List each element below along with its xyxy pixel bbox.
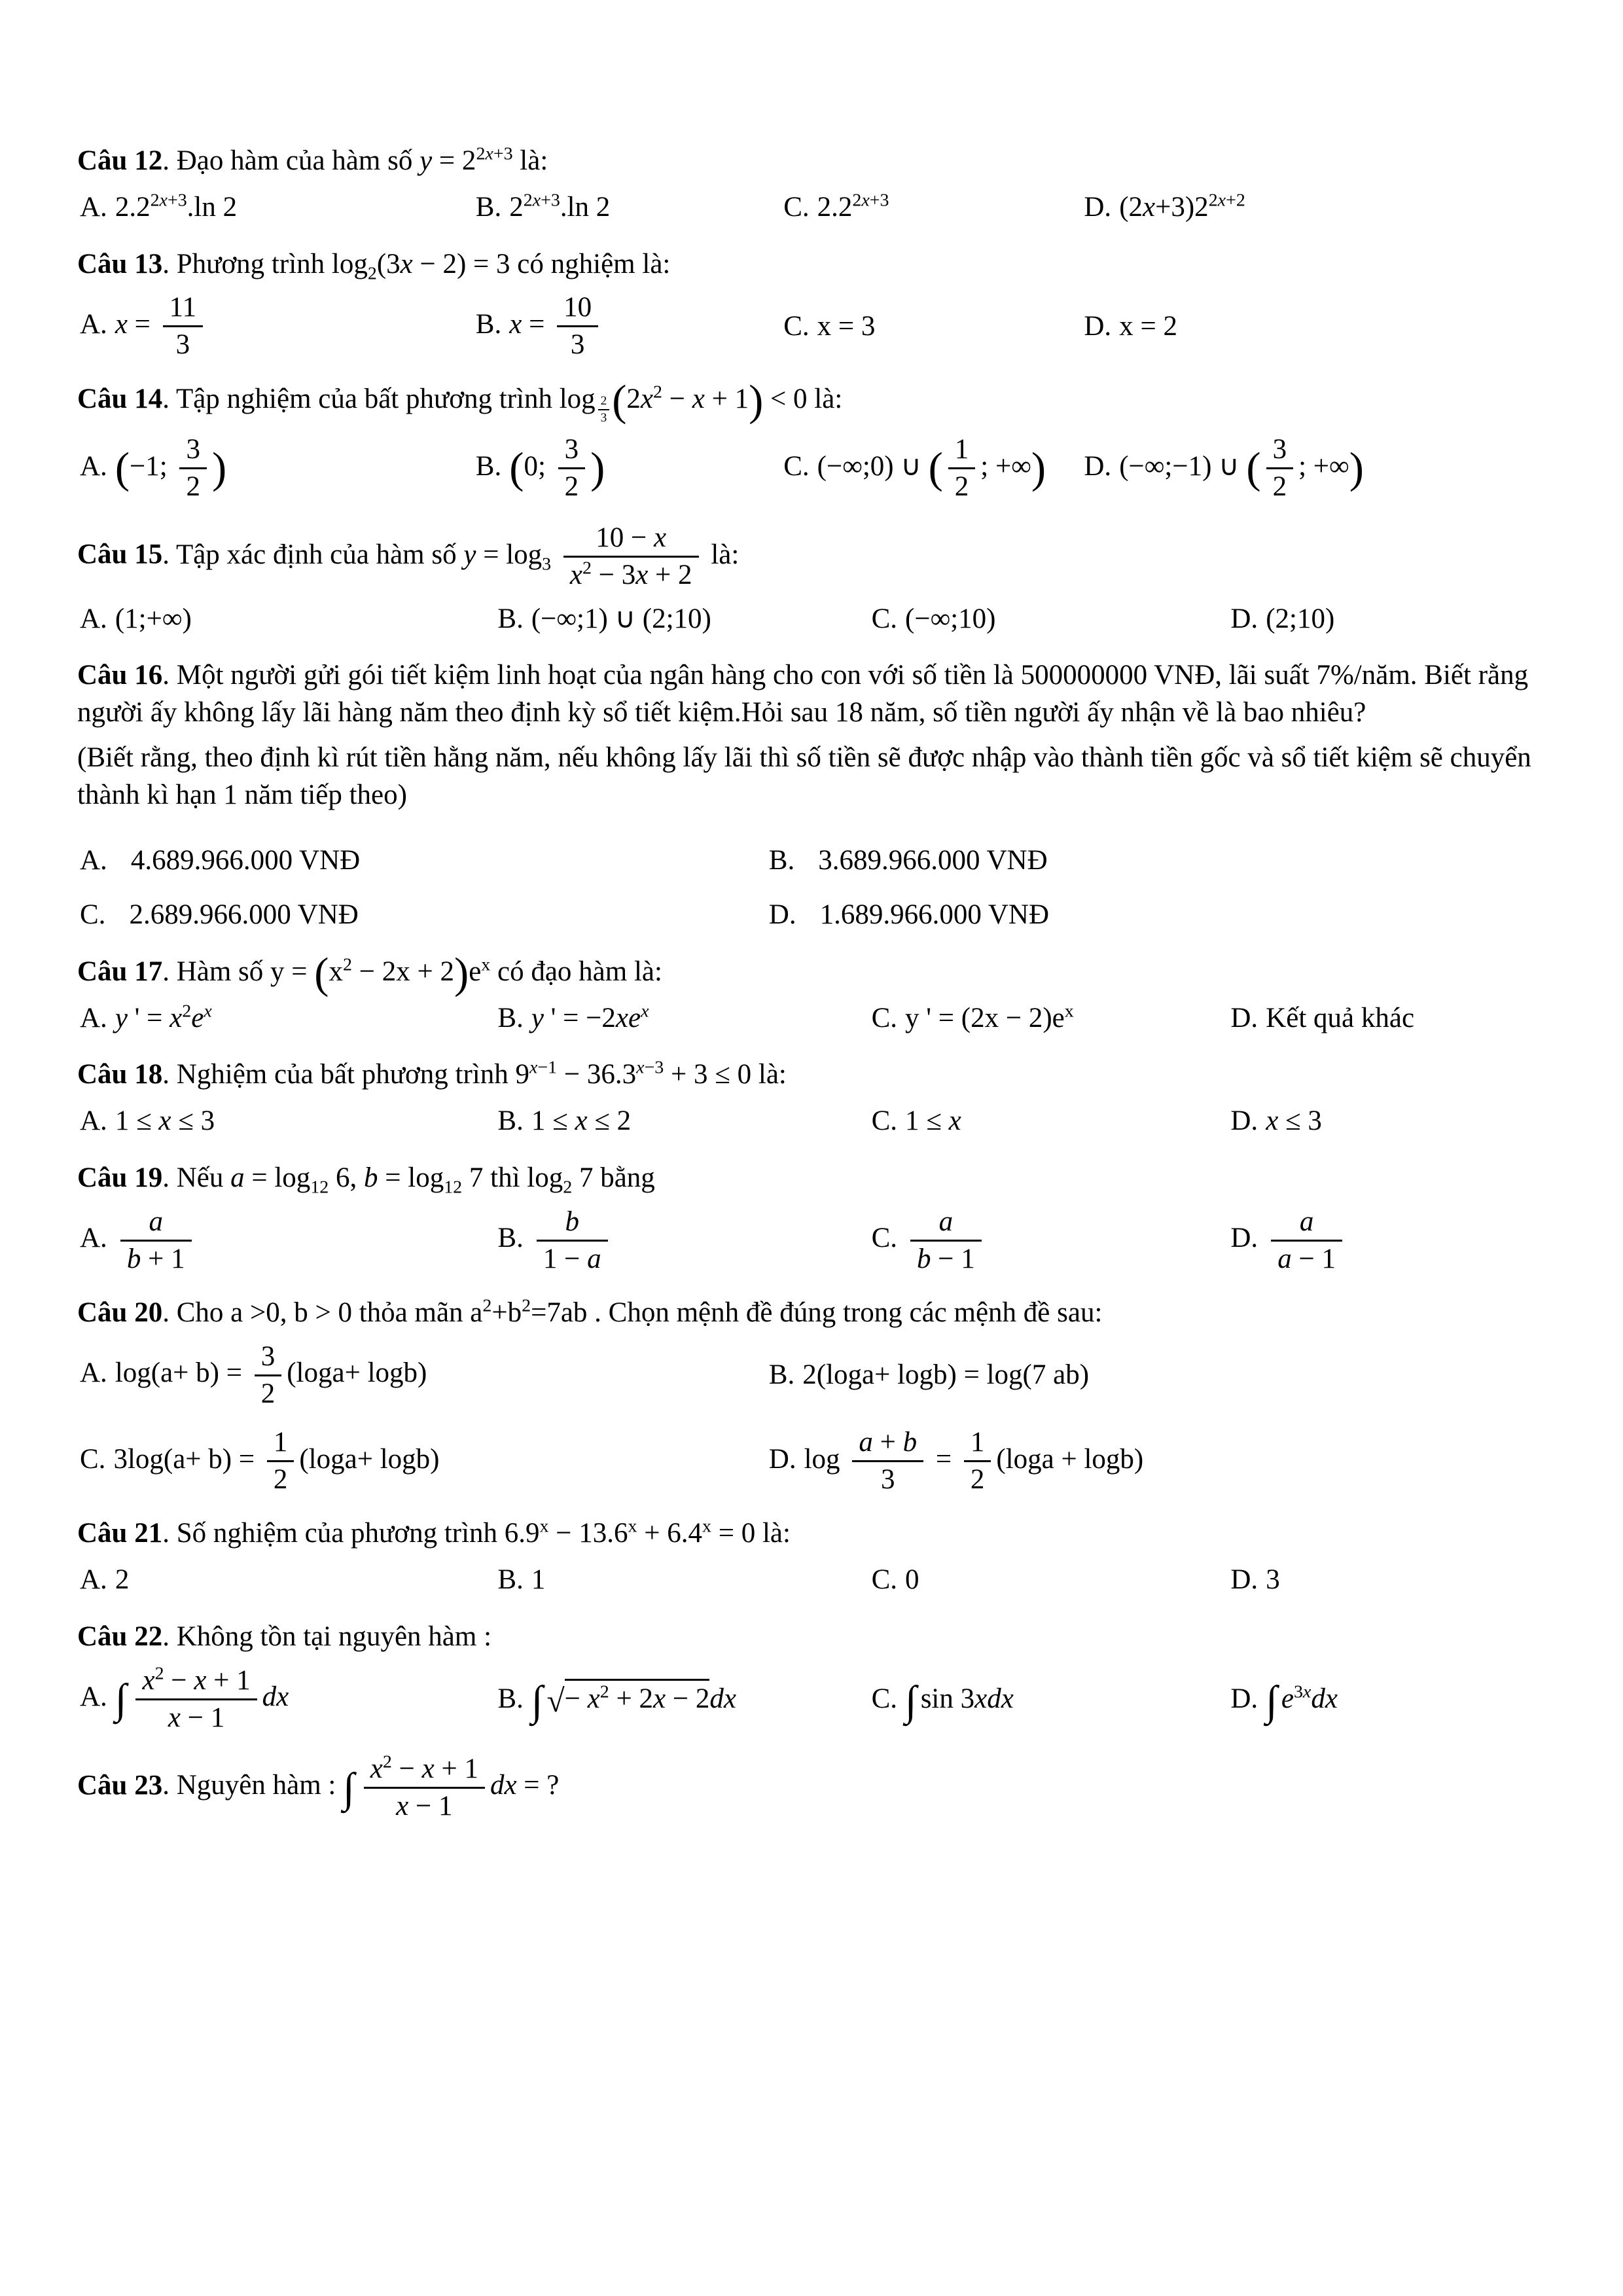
question-21 [77, 1515, 1546, 1599]
question-label: Câu 23 [77, 1770, 163, 1801]
option-c [872, 1206, 1231, 1275]
option-text: ∫ sin 3xdx [905, 1677, 1014, 1724]
option-text: x = 3 [817, 310, 876, 342]
option-text: y ' = $(2x - 2)e^x$ [905, 1001, 1074, 1033]
option-d [1230, 601, 1546, 638]
option-d [1230, 1677, 1546, 1724]
option-key: A. [80, 191, 107, 223]
option-a [80, 1000, 497, 1037]
options-row [80, 1562, 1546, 1599]
question-label: Câu 12 [77, 145, 163, 176]
question-stem-text: . Cho a >0, b > 0 thỏa mãn $a^2+b^2=7ab$ . Chọn mệnh đề đúng trong các mệnh đề sau: [162, 1295, 1103, 1328]
option-key: A. [80, 845, 107, 876]
option-text: (2;10) [1266, 603, 1335, 634]
options-row [80, 189, 1546, 226]
option-b [476, 434, 783, 503]
option-key: B. [497, 1564, 524, 1596]
option-key: B. [497, 603, 524, 634]
question-stem-text: . Đạo hàm của hàm số $y = 2^{2x+3}$ là: [162, 143, 548, 176]
question-stem [77, 1056, 1546, 1094]
question-19 [77, 1160, 1546, 1275]
option-b [497, 1000, 871, 1037]
option-key: D. [1230, 603, 1258, 634]
question-label: Câu 20 [77, 1297, 163, 1328]
options-grid [80, 842, 1546, 934]
option-text: 4.689.966.000 VNĐ [130, 845, 361, 876]
question-label: Câu 16 [77, 660, 163, 691]
option-key: D. [1084, 310, 1112, 342]
option-key: A. [80, 308, 107, 340]
option-c [80, 1427, 769, 1496]
option-b [497, 1677, 871, 1724]
option-a [80, 1562, 497, 1599]
question-stem-text: . Tập xác định của hàm số $y = \log_3$ $\frac{10 - x}{x^2 - 3x + 2}$ là: [162, 522, 740, 591]
option-key: D. [1084, 450, 1112, 482]
option-c [80, 897, 769, 934]
option-text: x = $\frac{10}{3}$ [509, 309, 603, 340]
option-text: ∫ $e^{3x}dx$ [1266, 1677, 1338, 1724]
option-text: $\frac{a}{b - 1}$ [905, 1223, 987, 1253]
option-a [80, 189, 476, 226]
option-d [1230, 1206, 1546, 1275]
option-key: B. [768, 1359, 795, 1390]
option-b [497, 1562, 871, 1599]
option-text: 2 [115, 1564, 130, 1596]
question-stem-text: . Một người gửi gói tiết kiệm linh hoạt của ngân hàng cho con với số tiền là 500000000 VNĐ, lãi suất 7%/năm. Biết rằng người ấy không lấy lãi hàng năm theo định kỳ sổ tiết kiệm.Hỏi sau 18 năm, số tiền người ấy nhận về là bao nhiêu? [77, 660, 1529, 728]
option-a [80, 1341, 769, 1410]
option-text: 2.689.966.000 VNĐ [129, 899, 359, 931]
option-text: 3.689.966.000 VNĐ [818, 845, 1048, 876]
option-key: C. [871, 1223, 898, 1254]
option-d [1230, 1103, 1546, 1140]
option-a [80, 1665, 497, 1734]
option-c [872, 1103, 1231, 1140]
question-stem [77, 143, 1546, 180]
option-a [80, 842, 769, 880]
option-d [1084, 189, 1546, 226]
option-text: (−∞;10) [905, 603, 996, 634]
question-label: Câu 21 [77, 1518, 163, 1549]
option-text: 1 [531, 1564, 546, 1596]
option-text: 1 ≤ x [905, 1105, 961, 1137]
question-label: Câu 14 [77, 383, 163, 414]
option-c [872, 1000, 1231, 1037]
option-text: (−∞;0) ∪ ( $\frac{1}{2}$ ; +∞) [817, 434, 1046, 503]
question-stem-text: . Số nghiệm của phương trình $6.9^x - 13.6^x + 6.4^x = 0$ là: [162, 1516, 791, 1549]
option-d [1230, 1000, 1546, 1037]
option-key: D. [768, 1443, 796, 1475]
option-key: B. [497, 1105, 524, 1137]
option-text: 2(loga+ logb) = log(7 ab) [802, 1359, 1090, 1390]
option-b [497, 1206, 871, 1275]
option-key: B. [497, 1223, 524, 1254]
question-label: Câu 19 [77, 1162, 163, 1193]
question-stem [77, 1160, 1546, 1197]
option-key: D. [1230, 1223, 1258, 1254]
option-key: D. [1230, 1564, 1258, 1596]
question-stem-text: . Không tồn tại nguyên hàm : [162, 1621, 492, 1652]
question-stem [77, 1295, 1546, 1332]
option-key: C. [871, 1683, 898, 1714]
option-text: (−∞;1) ∪ (2;10) [531, 603, 711, 634]
option-key: D. [1230, 1002, 1258, 1033]
option-b [476, 292, 783, 361]
option-text: 1 ≤ x ≤ 2 [531, 1105, 632, 1137]
option-key: C. [783, 450, 810, 482]
option-key: C. [871, 1105, 898, 1137]
question-22 [77, 1619, 1546, 1734]
option-text: $(2x+3)2^{2x+2}$ [1119, 190, 1245, 223]
question-12 [77, 143, 1546, 226]
question-15 [77, 522, 1546, 637]
options-row [80, 1206, 1546, 1275]
option-a [80, 601, 497, 638]
option-text: log(a+ b) = $\frac{3}{2}$ (loga+ logb) [115, 1340, 427, 1409]
question-stem [77, 950, 1546, 997]
option-key: B. [475, 450, 502, 482]
option-text: y ' = $x^2e^x$ [115, 1001, 212, 1033]
option-a [80, 434, 476, 503]
option-text: (0; $\frac{3}{2}$ ) [509, 434, 605, 503]
question-label: Câu 15 [77, 539, 163, 570]
option-key: C. [80, 899, 106, 931]
option-text: (1;+∞) [115, 603, 192, 634]
option-key: A. [80, 1681, 107, 1713]
option-text: 1 ≤ x ≤ 3 [115, 1105, 215, 1137]
question-stem-text: . Phương trình $\log_2(3x - 2) = 3$ có nghiệm là: [162, 248, 671, 284]
option-key: C. [871, 1002, 898, 1033]
question-16 [77, 657, 1546, 934]
options-row [80, 1000, 1546, 1037]
question-stem-text: . Nghiệm của bất phương trình $9^{x-1} - 36.3^{x-3} + 3 \le 0$ là: [162, 1058, 787, 1090]
options-row [80, 1103, 1546, 1140]
option-text: log $\frac{a + b}{3}$ = $\frac{1}{2}$ (loga + logb) [804, 1427, 1144, 1496]
options-grid [80, 1341, 1546, 1496]
option-key: B. [497, 1002, 524, 1033]
option-c [783, 308, 1084, 346]
option-key: B. [497, 1683, 524, 1714]
question-stem-text: . Tập nghiệm của bất phương trình log $_{\frac{2}{3}}$ $(2x^2 - x + 1) < 0$ là: [162, 376, 843, 425]
option-key: D. [768, 899, 796, 931]
option-key: A. [80, 1564, 107, 1596]
option-key: B. [475, 191, 502, 223]
question-stem-text: . Nếu $a = \log_{12} 6$, $b = \log_{12} 7$ thì $\log_2 7$ bằng [162, 1162, 655, 1198]
question-stem [77, 1753, 1546, 1822]
option-text: ∫ $\frac{x^2 - x + 1}{x - 1}$ dx [115, 1663, 289, 1733]
question-stem-text: . Hàm số $y = (x^2 - 2x + 2)e^x$ có đạo hàm là: [162, 950, 662, 997]
option-d [769, 897, 1546, 934]
option-key: A. [80, 603, 107, 634]
option-key: B. [768, 845, 795, 876]
option-text: 3log(a+ b) = $\frac{1}{2}$ (loga+ logb) [113, 1427, 440, 1496]
option-text: x = 2 [1119, 310, 1177, 342]
option-a [80, 292, 476, 361]
question-label: Câu 13 [77, 248, 163, 279]
option-key: D. [1084, 191, 1112, 223]
option-c [872, 601, 1231, 638]
options-row [80, 1665, 1546, 1734]
option-c [872, 1562, 1231, 1599]
option-d [1084, 308, 1546, 346]
question-17 [77, 950, 1546, 1037]
option-key: C. [871, 1564, 898, 1596]
option-a [80, 1206, 497, 1275]
option-d [769, 1427, 1546, 1496]
option-key: D. [1230, 1683, 1258, 1714]
option-text: $\frac{a}{b + 1}$ [115, 1223, 197, 1253]
option-text: ∫ √− $x^2 + 2x - 2dx$ [531, 1677, 736, 1724]
question-note: (Biết rằng, theo định kì rút tiền hằng năm, nếu không lấy lãi thì số tiền sẽ được nhập vào thành tiền gốc và sổ tiết kiệm sẽ chuyển thành kì hạn 1 năm tiếp theo) [77, 742, 1531, 810]
question-label: Câu 22 [77, 1621, 163, 1652]
question-13 [77, 246, 1546, 361]
options-row [80, 601, 1546, 638]
option-text: y ' = $-2xe^x$ [531, 1001, 649, 1033]
option-text: 1.689.966.000 VNĐ [819, 899, 1049, 931]
option-text: $2.2^{2x+3}.\ln$ 2 [115, 190, 238, 223]
option-c [871, 1677, 1231, 1724]
option-c [783, 434, 1084, 503]
option-key: A. [80, 1002, 107, 1033]
option-text: (−1; $\frac{3}{2}$ ) [115, 434, 227, 503]
option-key: A. [80, 1105, 107, 1137]
options-row [80, 434, 1546, 503]
option-key: C. [783, 191, 810, 223]
option-key: A. [80, 450, 107, 482]
question-stem-text: . Nguyên hàm : ∫ $\frac{x^2 - x + 1}{x - 1}$ dx = ? [162, 1751, 560, 1822]
option-key: C. [871, 603, 898, 634]
question-stem [77, 522, 1546, 591]
option-text: (−∞;−1) ∪ ( $\frac{3}{2}$ ; +∞) [1119, 434, 1364, 503]
option-key: A. [80, 1223, 107, 1254]
question-stem [77, 1619, 1546, 1656]
question-label: Câu 18 [77, 1059, 163, 1090]
option-text: x = $\frac{11}{3}$ [115, 309, 208, 340]
question-20 [77, 1295, 1546, 1496]
option-b [476, 189, 783, 226]
option-b [497, 1103, 871, 1140]
option-c [783, 189, 1084, 226]
option-key: A. [80, 1357, 107, 1389]
option-key: C. [80, 1443, 106, 1475]
option-key: C. [783, 310, 810, 342]
option-text: 0 [905, 1564, 919, 1596]
question-stem [77, 246, 1546, 283]
option-text: 3 [1266, 1564, 1280, 1596]
option-a [80, 1103, 497, 1140]
question-14 [77, 376, 1546, 503]
question-18 [77, 1056, 1546, 1140]
option-text: $2^{2x+3}.\ln$ 2 [509, 190, 611, 223]
option-b [769, 842, 1546, 880]
option-key: D. [1230, 1105, 1258, 1137]
option-d [1230, 1562, 1546, 1599]
option-text: $\frac{a}{a - 1}$ [1266, 1223, 1347, 1253]
option-key: B. [475, 308, 502, 340]
question-stem [77, 376, 1546, 425]
option-text: x ≤ 3 [1266, 1105, 1322, 1137]
option-d [1084, 434, 1546, 503]
question-stem [77, 657, 1546, 732]
question-stem [77, 1515, 1546, 1552]
option-text: $\frac{b}{1 - a}$ [531, 1223, 613, 1253]
options-row [80, 292, 1546, 361]
option-b [497, 601, 871, 638]
question-23 [77, 1753, 1546, 1822]
question-label: Câu 17 [77, 956, 163, 987]
option-b [769, 1357, 1546, 1394]
option-text: $2.2^{2x+3}$ [817, 190, 889, 223]
option-text: Kết quả khác [1266, 1002, 1415, 1033]
